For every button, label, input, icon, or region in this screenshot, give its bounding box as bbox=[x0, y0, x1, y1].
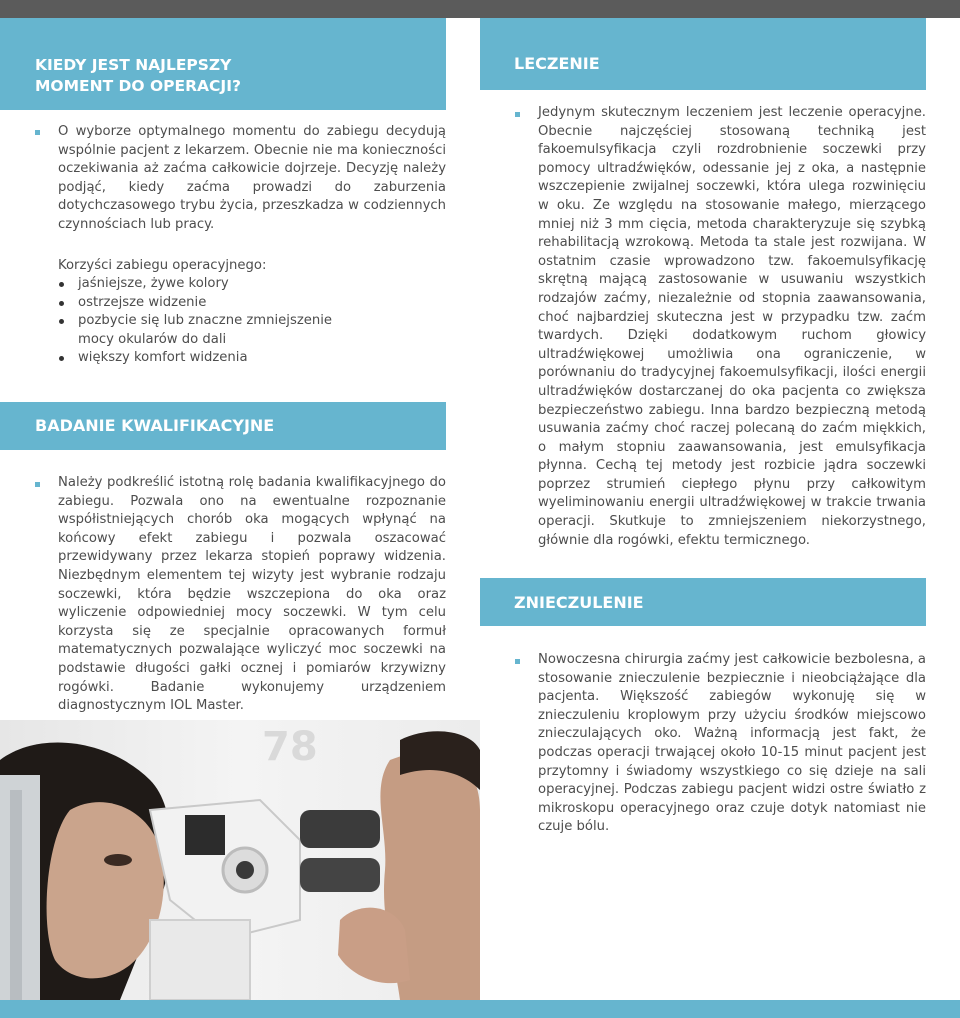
benefits-list bbox=[56, 275, 356, 368]
list-item: jaśniejsze, żywe kolory bbox=[56, 275, 356, 294]
square-bullet-icon bbox=[515, 659, 520, 664]
list-item: ostrzejsze widzenie bbox=[56, 294, 356, 313]
section-title-line1: KIEDY JEST NAJLEPSZY bbox=[35, 56, 232, 74]
top-bar bbox=[0, 0, 960, 18]
section-title: LECZENIE bbox=[514, 54, 600, 73]
square-bullet-icon bbox=[515, 112, 520, 117]
bullet-dot-icon bbox=[59, 319, 64, 324]
list-item: większy komfort widzenia bbox=[56, 349, 356, 368]
section-title-line2: MOMENT DO OPERACJI? bbox=[35, 77, 241, 95]
square-bullet-icon bbox=[35, 482, 40, 487]
eye-exam-illustration bbox=[0, 720, 480, 1000]
bullet-dot-icon bbox=[59, 282, 64, 287]
badanie-paragraph: Należy podkreślić istotną rolę badania kwalifikacyjnego do zabiegu. Pozwala ono na ewentualne rozpoznanie współistniejących chorób oka mogących wpłynąć na końcowy efekt zabiegu i pozwala oszacować przewidywany przez lekarza stopień poprawy widzenia. Niezbędnym elementem tej wizyty jest wybranie rodzaju soczewki, która będzie wszczepiona do oka oraz wyliczenie odpowiedniej mocy soczewki. W tym celu korzysta się ze specjalnie opracowanych formuł matematycznych pozwalające wyliczyć moc soczewki na podstawie długości gałki ocznej i pomiarów krzywizny rogówki. Badanie wykonujemy urządzeniem diagnostycznym IOL Master. bbox=[58, 475, 446, 714]
section-header-badanie bbox=[0, 402, 446, 450]
eye-exam-photo bbox=[0, 720, 480, 1000]
bottom-bar bbox=[0, 1000, 960, 1018]
bullet-dot-icon bbox=[59, 301, 64, 306]
section-title: BADANIE KWALIFIKACYJNE bbox=[35, 416, 275, 435]
section-header-when bbox=[0, 18, 446, 110]
square-bullet-icon bbox=[35, 130, 40, 135]
section-title: ZNIECZULENIE bbox=[514, 593, 644, 612]
chart-digits: 78 bbox=[262, 724, 318, 770]
section-header-znieczulenie bbox=[480, 578, 926, 626]
benefits-heading: Korzyści zabiegu operacyjnego: bbox=[58, 258, 267, 273]
bullet-dot-icon bbox=[59, 356, 64, 361]
when-paragraph: O wyborze optymalnego momentu do zabiegu decydują wspólnie pacjent z lekarzem. Obecnie nie ma konieczności oczekiwania aż zaćma całkowicie dojrzeje. Decyzję należy podjąć, kiedy zaćma prowadzi do zaburzenia dotychczasowego trybu życia, przeszkadza w codziennych czynnościach lub pracy. bbox=[58, 124, 446, 232]
list-item: pozbycie się lub znaczne zmniejszenie mocy okularów do dali bbox=[56, 312, 356, 349]
leczenie-paragraph: Jedynym skutecznym leczeniem jest leczenie operacyjne. Obecnie najczęściej stosowaną techniką jest fakoemulsyfikacja czyli rozdrobnienie soczewki przy pomocy ultradźwięków, odessanie jej z oka, a następnie wszczepienie zwijalnej soczewki, która ulega rozwinięciu w oku. Ze względu na stosowanie małego, mierzącego mniej niż 3 mm cięcia, metoda charakteryzuje się szybką rehabilitacją wzrokową. Metoda ta stale jest rozwijana. W ostatnim czasie wprowadzono tzw. fakoemulsyfikację skrętną mającą zastosowanie w usuwaniu wszystkich rodzajów zaćmy, niezależnie od stopnia zaawansowania, choć najbardziej skuteczna jest w przypadku tzw. zaćm twardych. Dzięki dodatkowym ruchom głowicy ultradźwiękowej umożliwia ona ograniczenie, w porównaniu do tradycyjnej fakoemulsyfikacji, ilości energii ultradźwięków dostarczanej do oka pacjenta co zwiększa bezpieczeństwo zabiegu. Inna bardzo bezpieczną metodą usuwania zaćmy choć raczej polecaną do zaćm miękkich, o małym stopniu zaawansowania, jest emulsyfikacja płynna. Cechą tej metody jest rozbicie jądra soczewki poprzez strumień ciepłego płynu przy całkowitym wyeliminowaniu energii ultradźwiękowej w trakcie trwania operacji. Skutkuje to zmniejszeniem niekorzystnego, głównie dla rogówki, efektu termicznego. bbox=[538, 105, 926, 548]
section-header-leczenie bbox=[480, 18, 926, 90]
znieczulenie-paragraph: Nowoczesna chirurgia zaćmy jest całkowicie bezbolesna, a stosowanie znieczulenie bezpiecznie i nieobciążające dla pacjenta. Większość zabiegów wykonuję się w znieczuleniu kroplowym przy użyciu środków miejscowo znieczulających oko. Ważną informacją jest fakt, że podczas operacji trwającej około 10-15 minut pacjent jest przytomny i świadomy wszystkiego co się dzieje na sali operacyjnej. Podczas zabiegu pacjent widzi ostre światło z mikroskopu operacyjnego oraz czuje dotyk natomiast nie czuje bólu. bbox=[538, 652, 926, 835]
